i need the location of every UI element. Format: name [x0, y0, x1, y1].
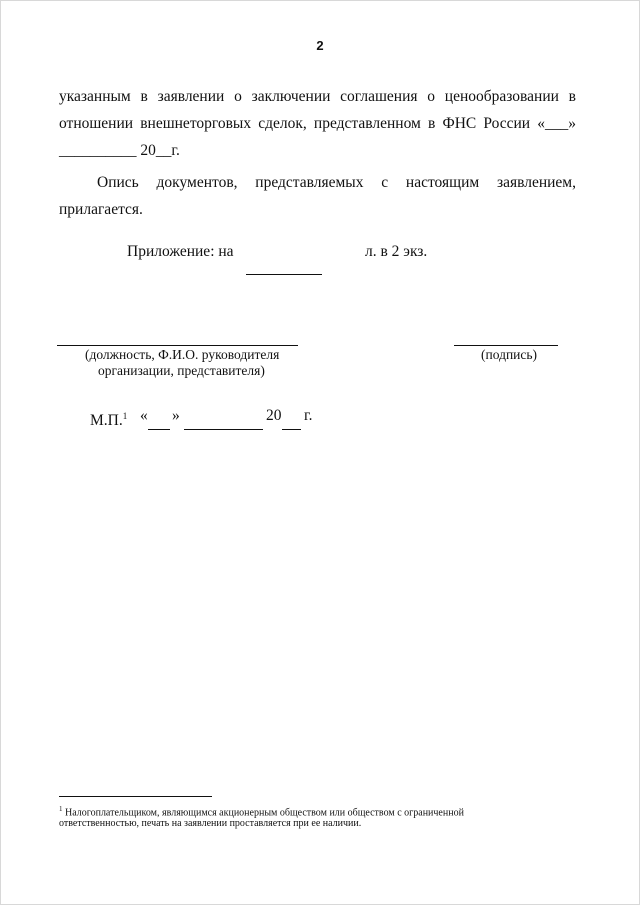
appendix-suffix: л. в 2 экз. — [365, 243, 428, 260]
paragraph1-line2: отношении внешнеторговых сделок, представленном в ФНС России «___» — [59, 115, 576, 132]
stamp-footnote-ref: 1 — [122, 411, 128, 421]
appendix-sheets-blank — [246, 274, 322, 275]
date-day-blank — [148, 429, 170, 430]
footnote-line2: ответственностью, печать на заявлении проставляется при ее наличии. — [59, 818, 362, 829]
paragraph2-line1: Опись документов, представляемых с настоящим заявлением, — [97, 174, 576, 191]
date-year-prefix: 20 — [266, 407, 282, 424]
date-close-quote: » — [172, 407, 180, 424]
date-year-blank — [282, 429, 301, 430]
position-caption-line2: организации, представителя) — [98, 363, 265, 378]
page-number: 2 — [316, 38, 324, 53]
position-caption-line1: (должность, Ф.И.О. руководителя — [85, 347, 280, 362]
footnote-separator — [59, 796, 212, 797]
stamp-text: М.П. — [90, 412, 123, 430]
date-month-blank — [184, 429, 263, 430]
appendix-label: Приложение: на — [127, 243, 234, 260]
footnote-marker: 1 — [59, 805, 63, 813]
footnote-text1: Налогоплательщиком, являющимся акционерным обществом или обществом с ограниченной — [65, 807, 464, 819]
date-open-quote: « — [140, 407, 148, 424]
paragraph2-line2: прилагается. — [59, 201, 143, 218]
signature-caption: (подпись) — [481, 347, 538, 362]
date-year-suffix: г. — [304, 407, 313, 424]
paragraph1-line3: __________ 20__г. — [59, 142, 180, 159]
paragraph1-line1: указанным в заявлении о заключении соглашения о ценообразовании в — [59, 88, 576, 105]
stamp-label — [90, 405, 127, 432]
